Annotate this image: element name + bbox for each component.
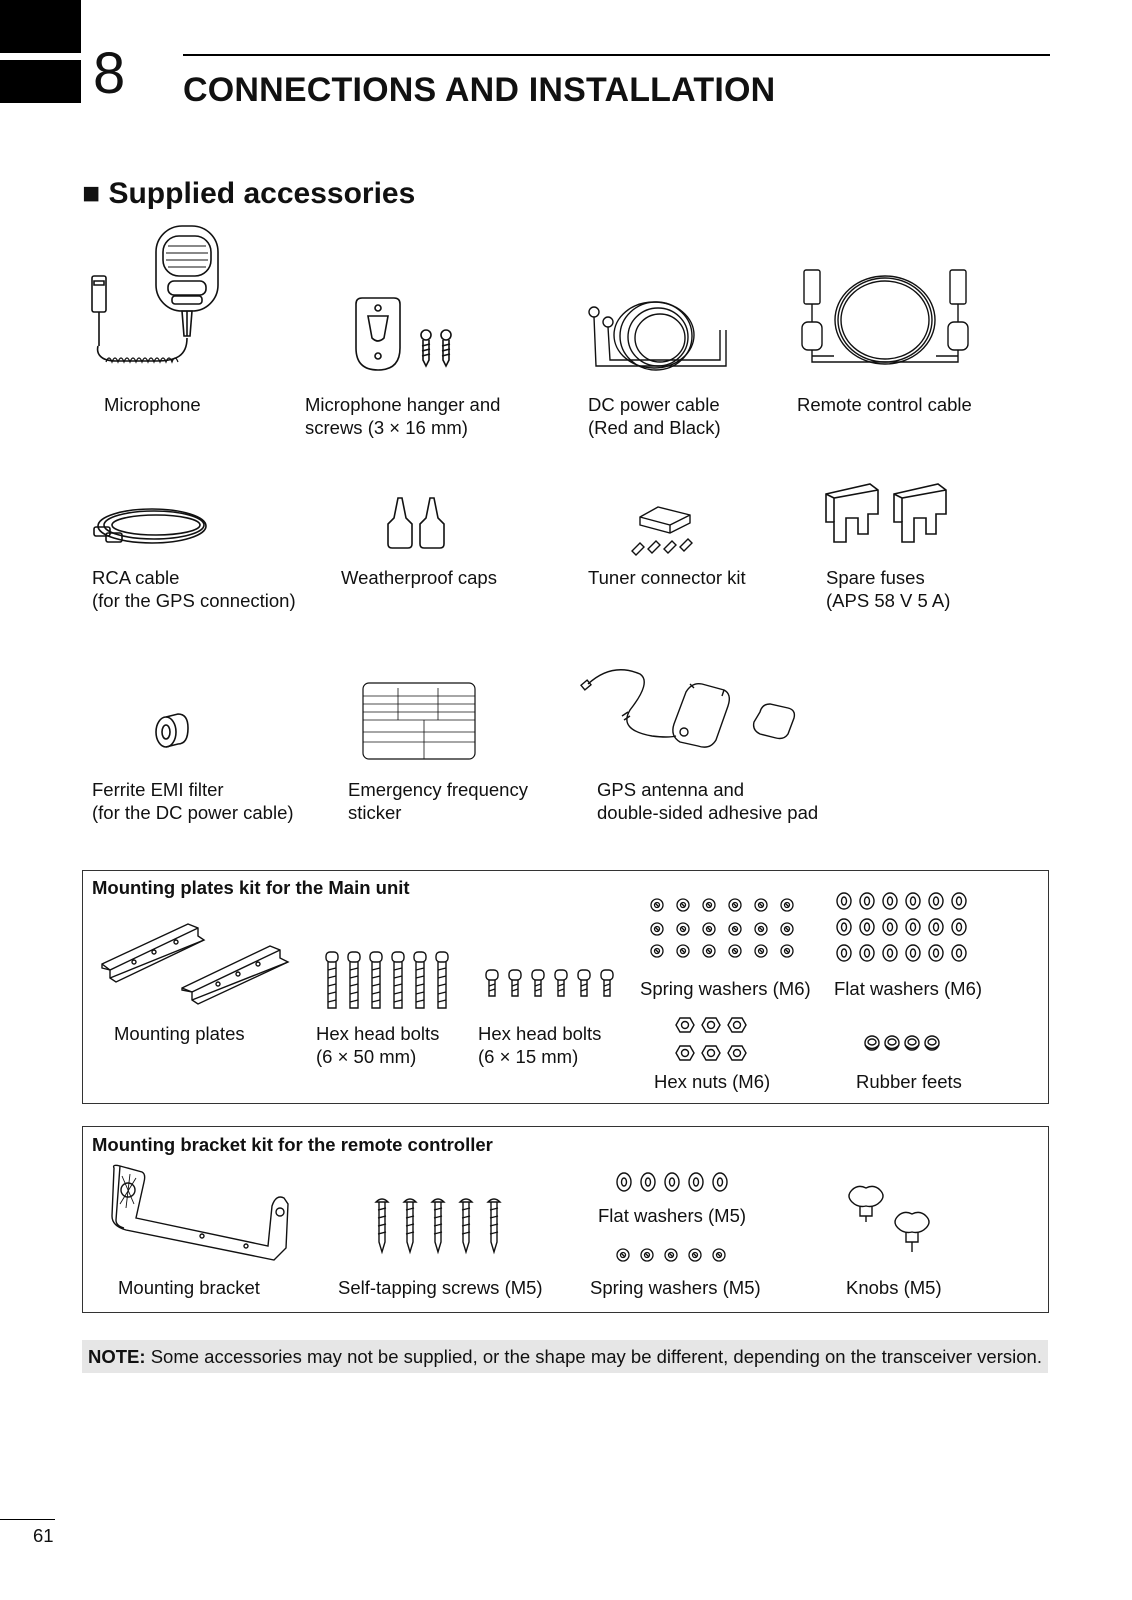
accessory-label: Spare fuses (APS 58 V 5 A)	[826, 567, 951, 611]
accessory-label: Ferrite EMI filter (for the DC power cable)	[92, 779, 294, 823]
hex-nuts-m6-illustration	[676, 1016, 748, 1062]
microphone-illustration	[86, 226, 226, 376]
kit-item-label: Hex nuts (M6)	[654, 1071, 771, 1092]
kit-item-label: Mounting bracket	[118, 1277, 260, 1298]
mounting-bracket-illustration	[106, 1164, 292, 1266]
chapter-title: CONNECTIONS AND INSTALLATION	[183, 71, 776, 109]
chapter-tab-lower	[0, 60, 81, 103]
page-number: 61	[33, 1525, 54, 1546]
knobs-m5-illustration	[848, 1184, 942, 1254]
note-bar	[82, 1340, 1048, 1373]
kit-item-label: Rubber feets	[856, 1071, 962, 1092]
header-rule	[183, 54, 1050, 56]
spring-washers-m6-illustration	[650, 898, 802, 962]
kit-item-label: Flat washers (M5)	[598, 1205, 747, 1226]
microphone-hanger-illustration	[348, 298, 460, 370]
chapter-tab-upper	[0, 0, 81, 53]
emergency-frequency-sticker-illustration	[362, 682, 476, 760]
kit-item-label: Spring washers (M6)	[640, 978, 811, 999]
ferrite-emi-filter-illustration	[152, 710, 192, 750]
accessory-label: Weatherproof caps	[341, 567, 497, 588]
main-unit-kit-title: Mounting plates kit for the Main unit	[92, 877, 410, 898]
kit-item-label: Hex head bolts (6 × 15 mm)	[478, 1023, 602, 1067]
weatherproof-caps-illustration	[386, 498, 448, 550]
kit-item-label: Spring washers (M5)	[590, 1277, 761, 1298]
kit-item-label: Self-tapping screws (M5)	[338, 1277, 543, 1298]
chapter-number: 8	[93, 41, 126, 106]
mounting-plates-illustration	[98, 918, 300, 1004]
hex-bolts-15mm-illustration	[484, 970, 614, 1000]
tuner-connector-kit-illustration	[628, 507, 704, 559]
self-tapping-screws-illustration	[374, 1196, 502, 1254]
kit-item-label: Knobs (M5)	[846, 1277, 942, 1298]
note-label: NOTE:	[88, 1346, 146, 1367]
accessory-label: Remote control cable	[797, 394, 972, 415]
remote-control-cable-illustration	[794, 270, 976, 376]
accessory-label: Microphone	[104, 394, 201, 415]
flat-washers-m5-illustration	[616, 1172, 734, 1194]
accessory-label: GPS antenna and double-sided adhesive pad	[597, 779, 819, 823]
dc-power-cable-illustration	[586, 300, 730, 376]
note-text: Some accessories may not be supplied, or the shape may be different, depending on the transceiver version.	[145, 1346, 1042, 1367]
accessory-label: Tuner connector kit	[588, 567, 746, 588]
hex-bolts-50mm-illustration	[324, 952, 450, 1012]
gps-antenna-illustration	[582, 666, 800, 756]
kit-item-label: Hex head bolts (6 × 50 mm)	[316, 1023, 440, 1067]
kit-item-label: Mounting plates	[114, 1023, 245, 1044]
accessory-label: Microphone hanger and screws (3 × 16 mm)	[305, 394, 501, 438]
footer-rule	[0, 1519, 55, 1520]
rubber-feet-illustration	[864, 1034, 948, 1054]
flat-washers-m6-illustration	[836, 892, 978, 962]
accessory-label: RCA cable (for the GPS connection)	[92, 567, 296, 611]
accessory-label: Emergency frequency sticker	[348, 779, 528, 823]
section-title: ■ Supplied accessories	[82, 177, 416, 210]
kit-item-label: Flat washers (M6)	[834, 978, 983, 999]
rca-cable-illustration	[92, 505, 214, 547]
controller-kit-title: Mounting bracket kit for the remote controller	[92, 1134, 493, 1155]
spare-fuses-illustration	[824, 484, 952, 544]
accessory-label: DC power cable (Red and Black)	[588, 394, 721, 438]
spring-washers-m5-illustration	[616, 1248, 734, 1264]
